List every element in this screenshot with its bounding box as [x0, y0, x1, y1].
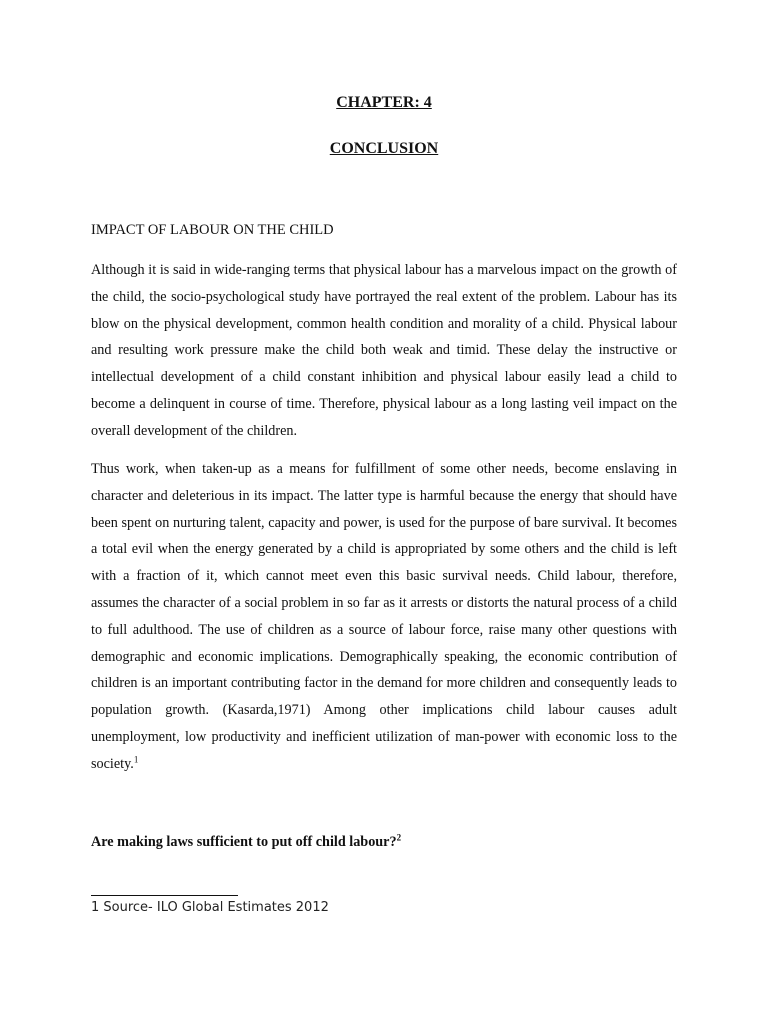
chapter-title: CONCLUSION — [329, 140, 439, 157]
paragraph-text: Thus work, when taken-up as a means for fulfillment of some other needs, become enslaving in character and deleterious in its impact. The latter type is harmful because the energy that should have been spent on nurturing talent, capacity and power, is used for the purpose of bare survival. It becomes a total evil when the energy generated by a child is appropriated by some others and the child is left with a fraction of it, which cannot meet even this basic survival needs. Child labour, therefore, assumes the character of a social problem in so far as it arrests or distorts the natural process of a child to full adulthood. The use of children as a source of labour force, raise many other questions with demographic and economic implications. Demographically speaking, the economic contribution of children is an important contributing factor in the demand for more children and consequently leads to population growth. (Kasarda,1971) Among other implications child labour causes adult unemployment, low productivity and inefficient utilization of man-power with economic loss to the society. — [91, 461, 677, 772]
body-paragraph — [91, 257, 677, 445]
question-heading — [91, 834, 401, 851]
section-heading: IMPACT OF LABOUR ON THE CHILD — [91, 222, 334, 238]
question-text: Are making laws sufficient to put off child labour? — [91, 834, 397, 850]
footnote-reference: 1 — [133, 754, 139, 765]
footnote: 1 Source- ILO Global Estimates 2012 — [91, 900, 329, 915]
footnote-separator — [91, 895, 238, 896]
body-paragraph — [91, 456, 677, 778]
chapter-number: CHAPTER: 4 — [336, 94, 432, 111]
paragraph-text: Although it is said in wide-ranging terms that physical labour has a marvelous impact on the growth of the child, the socio-psychological study have portrayed the real extent of the problem. Labour has its blow on the physical development, common health condition and morality of a child. Physical labour and resulting work pressure make the child both weak and timid. These delay the instructive or intellectual development of a child constant inhibition and physical labour easily lead a child to become a delinquent in course of time. Therefore, physical labour as a long lasting veil impact on the overall development of the children. — [91, 262, 677, 439]
footnote-reference: 2 — [396, 832, 402, 843]
